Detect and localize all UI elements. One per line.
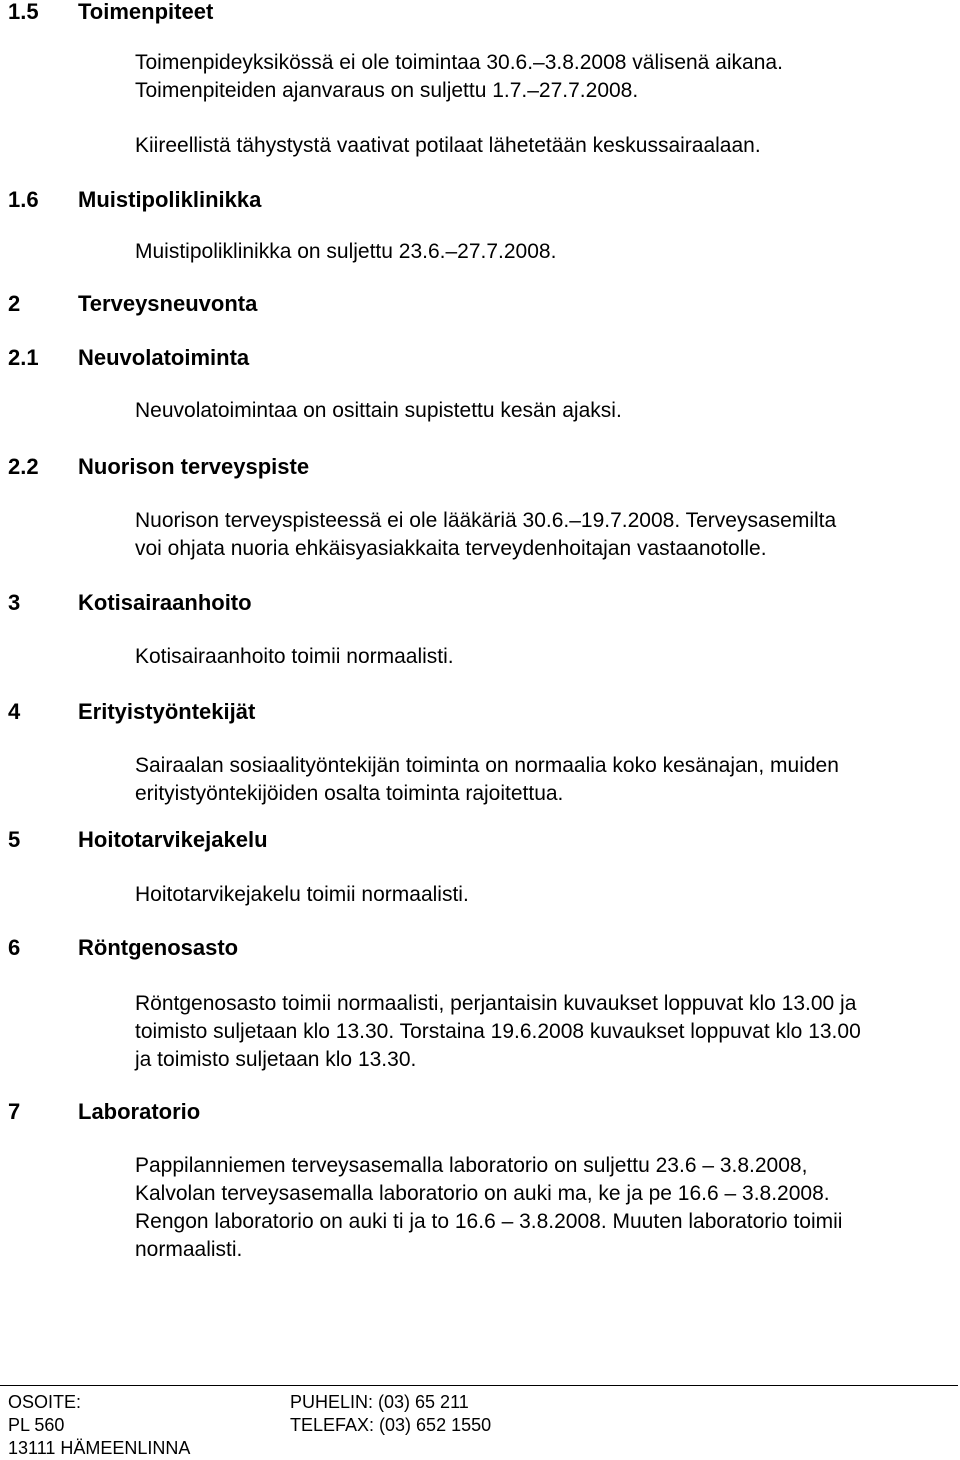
heading-6: 6 Röntgenosasto [8, 935, 239, 960]
text-line: toimisto suljetaan klo 13.30. Torstaina 19.6.2008 kuvaukset loppuvat klo 13.00 [135, 1020, 861, 1043]
heading-1-5: 1.5 Toimenpiteet [8, 0, 214, 24]
text-line: Kotisairaanhoito toimii normaalisti. [135, 645, 454, 668]
heading-5: 5 Hoitotarvikejakelu [8, 827, 268, 852]
heading-2: 2 Terveysneuvonta [8, 291, 258, 316]
text-line: Hoitotarvikejakelu toimii normaalisti. [135, 883, 469, 906]
text-line: Toimenpideyksikössä ei ole toimintaa 30.6.–3.8.2008 välisenä aikana. [135, 51, 783, 74]
footer-city: 13111 HÄMEENLINNA [8, 1438, 191, 1458]
text-line: Pappilanniemen terveysasemalla laboratorio on suljettu 23.6 – 3.8.2008, [135, 1154, 808, 1177]
footer-divider [0, 1385, 958, 1386]
text-line: Sairaalan sosiaalityöntekijän toiminta on normaalia koko kesänajan, muiden [135, 754, 839, 777]
text-line: Neuvolatoimintaa on osittain supistettu kesän ajaksi. [135, 399, 622, 422]
heading-2-1: 2.1 Neuvolatoiminta [8, 345, 250, 370]
paragraph-hoitotarvikejakelu [135, 881, 957, 909]
paragraph-neuvolatoiminta [135, 397, 957, 425]
paragraph-muistipoliklinikka [135, 238, 957, 266]
text-line: normaalisti. [135, 1238, 243, 1261]
paragraph-erityistyontekijat [135, 752, 957, 808]
text-line: ja toimisto suljetaan klo 13.30. [135, 1048, 417, 1071]
footer-po-box: PL 560 [8, 1415, 65, 1435]
paragraph-rontgenosasto [135, 990, 957, 1074]
text-line: erityistyöntekijöiden osalta toiminta rajoitettua. [135, 782, 564, 805]
heading-4: 4 Erityistyöntekijät [8, 699, 256, 724]
text-line: voi ohjata nuoria ehkäisyasiakkaita terveydenhoitajan vastaanotolle. [135, 537, 767, 560]
footer-phone: PUHELIN: (03) 65 211 [290, 1392, 469, 1412]
paragraph-kotisairaanhoito [135, 643, 957, 671]
heading-2-2: 2.2 Nuorison terveyspiste [8, 454, 310, 479]
text-line: Kiireellistä tähystystä vaativat potilaat lähetetään keskussairaalaan. [135, 134, 761, 157]
paragraph-toimenpiteet-2 [135, 132, 957, 160]
heading-3: 3 Kotisairaanhoito [8, 590, 252, 615]
text-line: Toimenpiteiden ajanvaraus on suljettu 1.7.–27.7.2008. [135, 79, 639, 102]
footer-address-label: OSOITE: [8, 1392, 82, 1412]
paragraph-laboratorio [135, 1152, 957, 1264]
heading-1-6: 1.6 Muistipoliklinikka [8, 187, 262, 212]
text-line: Muistipoliklinikka on suljettu 23.6.–27.7.2008. [135, 240, 557, 263]
text-line: Nuorison terveyspisteessä ei ole lääkäriä 30.6.–19.7.2008. Terveysasemilta [135, 509, 837, 532]
text-line: Rengon laboratorio on auki ti ja to 16.6 – 3.8.2008. Muuten laboratorio toimii [135, 1210, 843, 1233]
heading-7: 7 Laboratorio [8, 1099, 201, 1124]
footer-fax: TELEFAX: (03) 652 1550 [290, 1415, 492, 1435]
text-line: Röntgenosasto toimii normaalisti, perjantaisin kuvaukset loppuvat klo 13.00 ja [135, 992, 857, 1015]
paragraph-toimenpiteet [135, 49, 957, 105]
text-line: Kalvolan terveysasemalla laboratorio on auki ma, ke ja pe 16.6 – 3.8.2008. [135, 1182, 830, 1205]
paragraph-nuorison-terveyspiste [135, 507, 957, 563]
